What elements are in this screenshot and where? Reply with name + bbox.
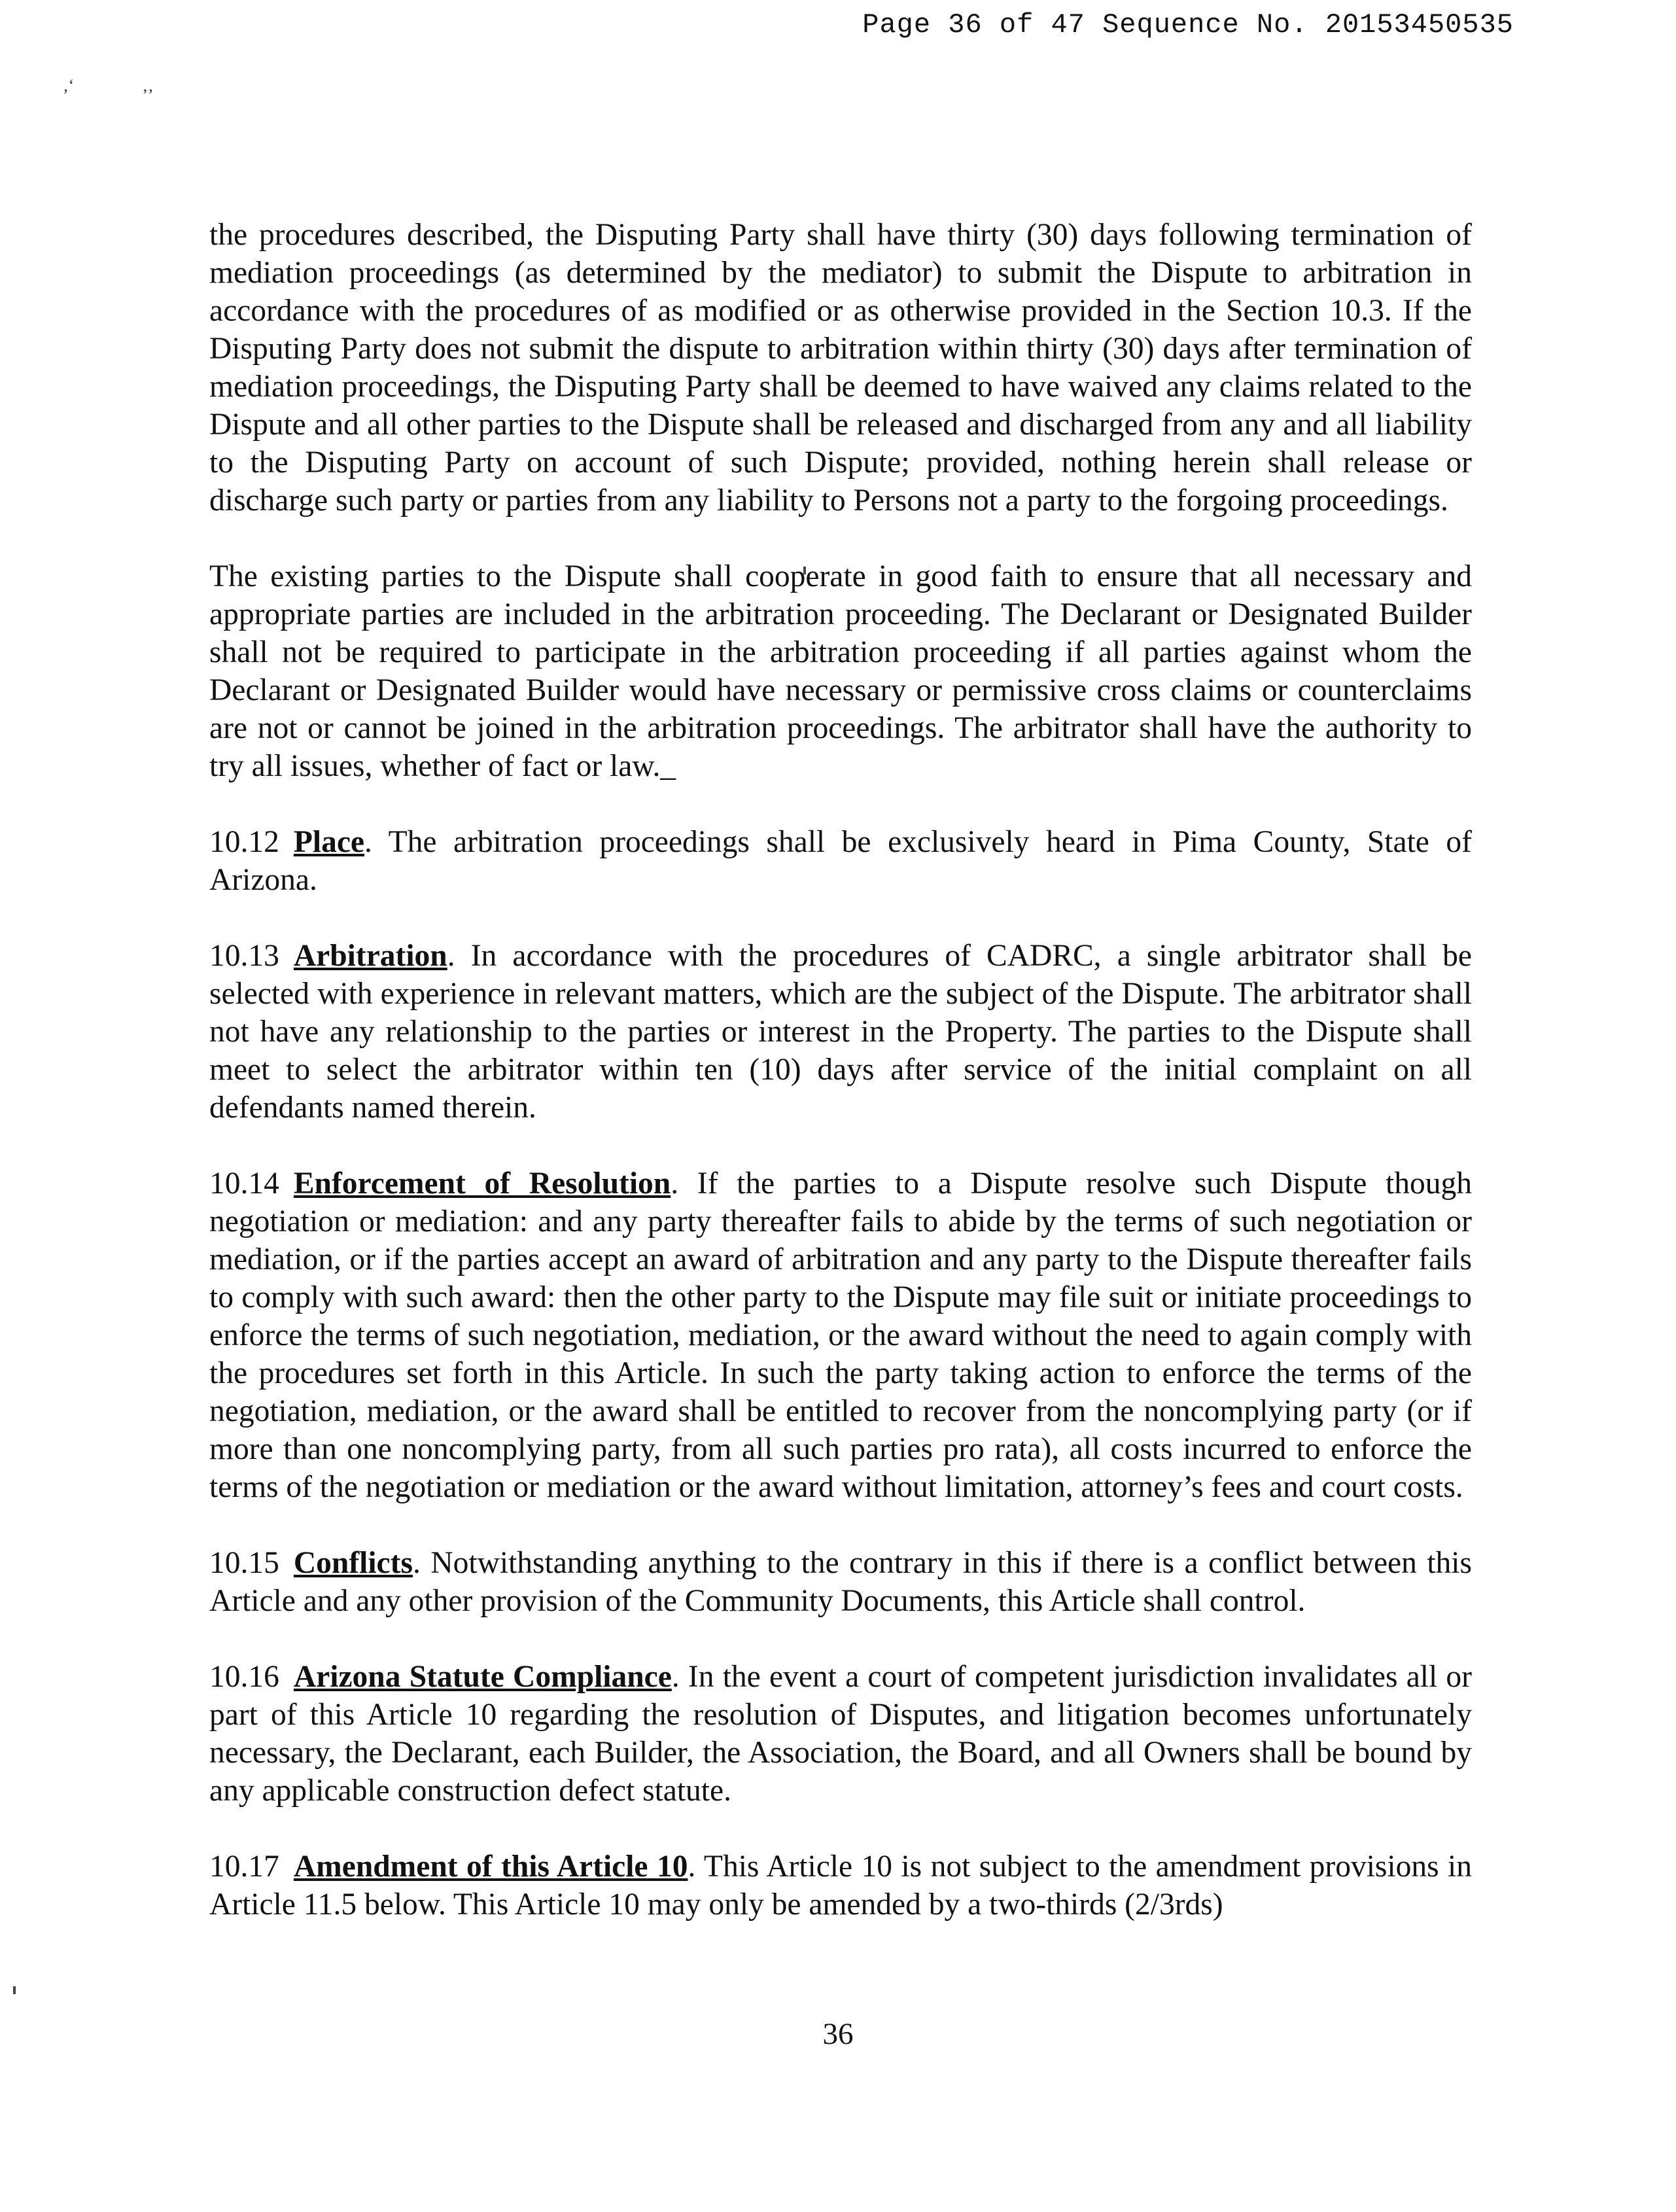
section-text: . The arbitration proceedings shall be exclusively heard in Pima County, State of Arizona. bbox=[209, 825, 1472, 897]
section-text: . In accordance with the procedures of CADRC, a single arbitrator shall be selected with experience in relevant matters, which are the subject of the Dispute. The arbitrator shall not have any relationship to the parties or interest in the Property. The parties to the Dispute shall meet to select the arbitrator within ten (10) days after service of the initial complaint on all defendants named therein. bbox=[209, 939, 1472, 1125]
section-heading: Place bbox=[293, 825, 365, 859]
section-number: 10.12 bbox=[209, 825, 279, 859]
section-number: 10.13 bbox=[209, 939, 279, 973]
section-number: 10.16 bbox=[209, 1660, 279, 1694]
section-10-17 bbox=[209, 1848, 1472, 1923]
paragraph-party-cooperation: The existing parties to the Dispute shall cooperate in good faith to ensure that all necessary and appropriate parties are included in the arbitration proceeding. The Declarant or Designated Builder shall not be required to participate in the arbitration proceeding if all parties against whom the Declarant or Designated Builder would have necessary or permissive cross claims or counterclaims are not or cannot be joined in the arbitration proceedings. The arbitrator shall have the authority to try all issues, whether of fact or law._ bbox=[209, 559, 1472, 783]
section-heading: Arbitration bbox=[293, 939, 447, 973]
section-heading: Amendment of this Article 10 bbox=[293, 1850, 688, 1884]
section-heading: Conflicts bbox=[293, 1546, 413, 1580]
section-text: . Notwithstanding anything to the contrary in this if there is a conflict between this Article and any other provision of the Community Documents, this Article shall control. bbox=[209, 1546, 1472, 1618]
section-10-14 bbox=[209, 1165, 1472, 1506]
paragraph-arbitration-deadline: the procedures described, the Disputing Party shall have thirty (30) days following termination of mediation proceedings (as determined by the mediator) to submit the Dispute to arbitration in accordance with the procedures of as modified or as otherwise provided in the Section 10.3. If the Disputing Party does not submit the dispute to arbitration within thirty (30) days after termination of mediation proceedings, the Disputing Party shall be deemed to have waived any claims related to the Dispute and all other parties to the Dispute shall be released and discharged from any and all liability to the Disputing Party on account of such Dispute; provided, nothing herein shall release or discharge such party or parties from any liability to Persons not a party to the forgoing proceedings. bbox=[209, 218, 1472, 518]
scan-specks: ‚‘ ‚‚ bbox=[63, 76, 154, 95]
page-number: 36 bbox=[822, 2017, 854, 2051]
section-10-13 bbox=[209, 937, 1472, 1127]
section-heading: Enforcement of Resolution bbox=[293, 1167, 671, 1201]
scan-speck bbox=[13, 1986, 16, 1994]
section-text: . In the event a court of competent jurisdiction invalidates all or part of this Article 10 regarding the resolution of Disputes, and litigation becomes unfortunately necessary, the Declarant, each Builder, the Association, the Board, and all Owners shall be bound by any applicable construction defect statute. bbox=[209, 1660, 1472, 1808]
section-10-15 bbox=[209, 1544, 1472, 1620]
section-number: 10.14 bbox=[209, 1167, 279, 1201]
section-text: . If the parties to a Dispute resolve such Dispute though negotiation or mediation: and any party thereafter fails to abide by the terms of such negotiation or mediation, or if the parties accept an award of arbitration and any party to the Dispute thereafter fails to comply with such award: then the other party to the Dispute may file suit or initiate proceedings to enforce the terms of such negotiation, mediation, or the award without the need to again comply with the procedures set forth in this Article. In such the party taking action to enforce the terms of the negotiation, mediation, or the award shall be entitled to recover from the noncomplying party (or if more than one noncomplying party, from all such parties pro rata), all costs incurred to enforce the terms of the negotiation or mediation or the award without limitation, attorney’s fees and court costs. bbox=[209, 1167, 1472, 1504]
section-number: 10.15 bbox=[209, 1546, 279, 1580]
section-heading: Arizona Statute Compliance bbox=[293, 1660, 672, 1694]
section-text: . This Article 10 is not subject to the amendment provisions in Article 11.5 below. This Article 10 may only be amended by a two-thirds (2/3rds) bbox=[209, 1850, 1472, 1922]
page-sequence-stamp: Page 36 of 47 Sequence No. 20153450535 bbox=[862, 9, 1514, 41]
section-10-16 bbox=[209, 1658, 1472, 1810]
section-number: 10.17 bbox=[209, 1850, 279, 1884]
section-10-12 bbox=[209, 823, 1472, 899]
document-body bbox=[209, 216, 1472, 1923]
